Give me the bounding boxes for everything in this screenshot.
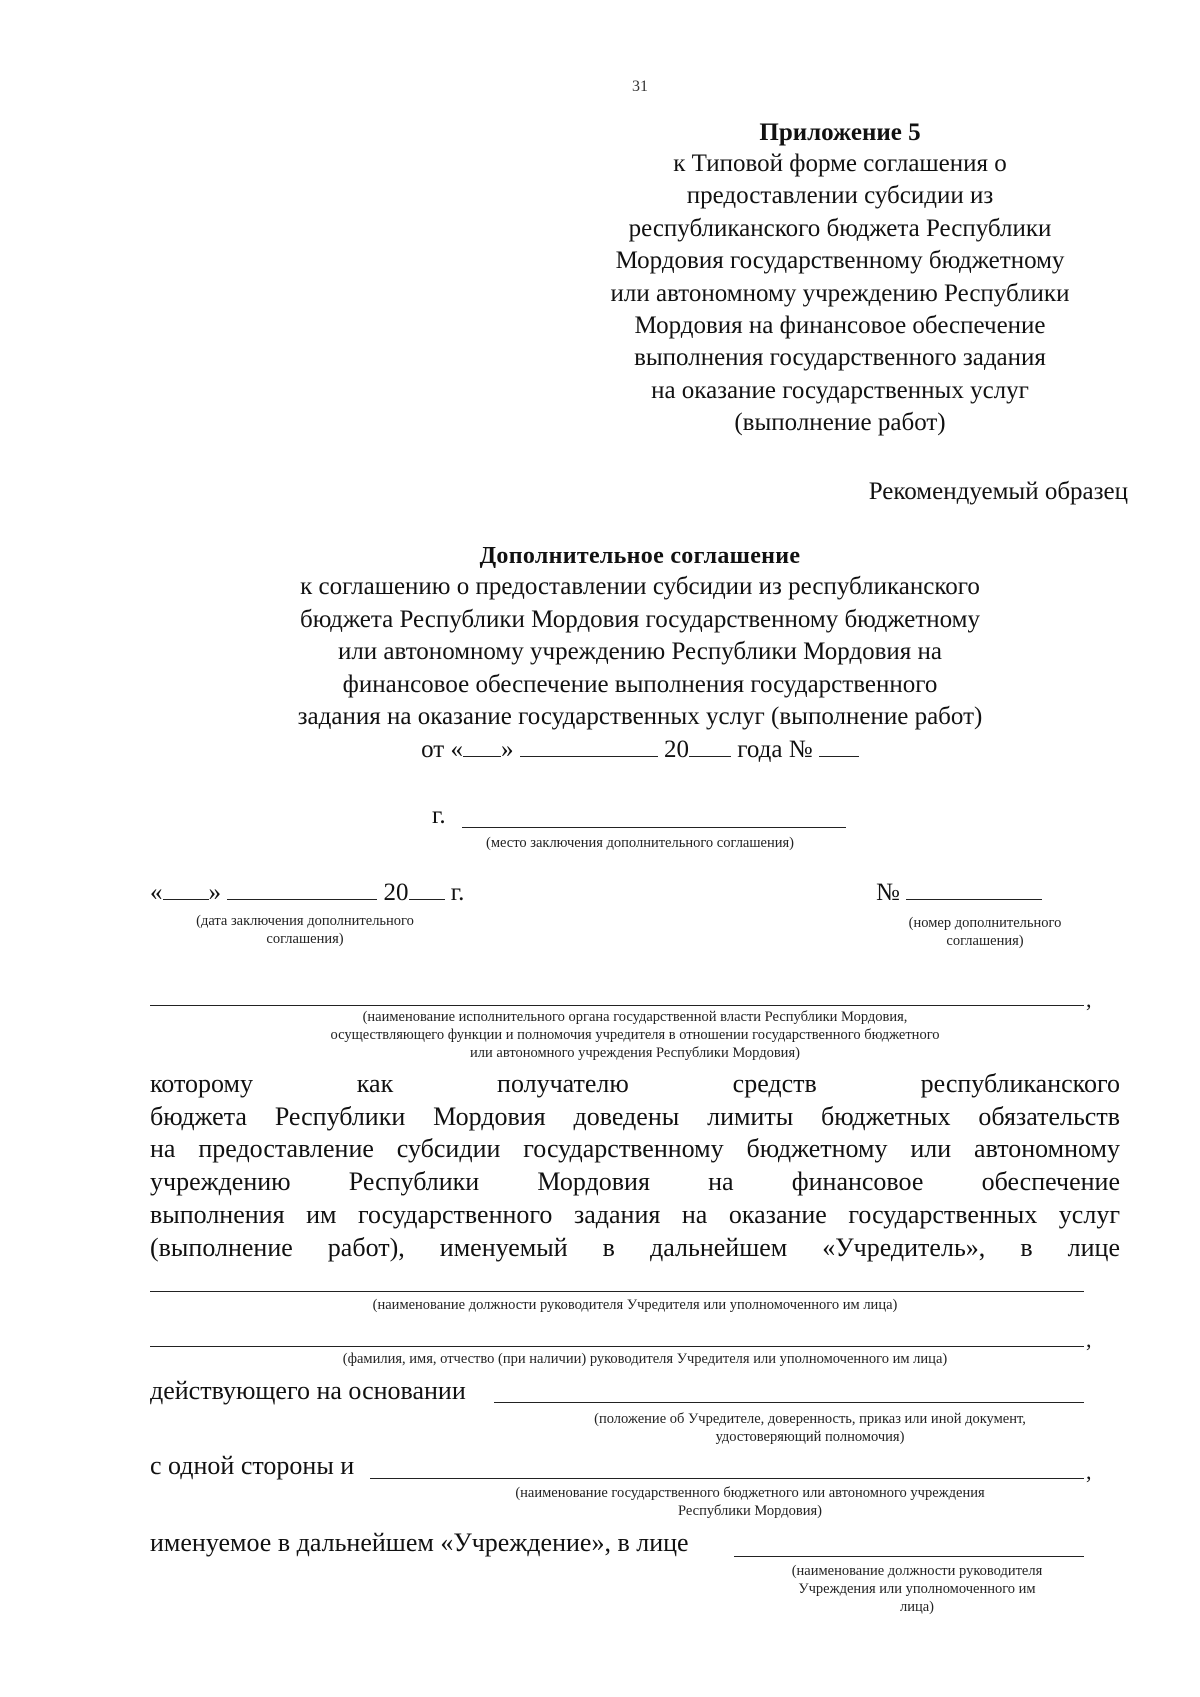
appendix-header [580, 118, 1100, 440]
organ-comma: , [1086, 987, 1092, 1012]
number-prefix: года № [737, 735, 813, 763]
date-close: » [208, 879, 221, 906]
body-line: на предоставление субсидии государственному бюджетному или автономному [150, 1134, 1120, 1164]
other-side-caption-line: Республики Мордовия) [678, 1503, 822, 1519]
number-blank[interactable] [819, 736, 859, 757]
position-caption: (наименование должности руководителя Учредителя или уполномоченного им лица) [372, 1297, 898, 1313]
basis-caption-line: (положение об Учредителе, доверенность, приказ или иной документ, [594, 1411, 1026, 1427]
date-block [150, 877, 464, 910]
page-number: 31 [632, 78, 648, 95]
agreement-date-line [200, 734, 1080, 767]
institution-caption-line: Учреждения или уполномоченного им [798, 1581, 1036, 1597]
date-open: « [150, 879, 163, 906]
institution-label: именуемое в дальнейшем «Учреждение», в лице [150, 1528, 689, 1557]
basis-label: действующего на основании [150, 1376, 466, 1405]
year-blank[interactable] [689, 736, 731, 757]
agreement-line: бюджета Республики Мордовия государственному бюджетному [300, 605, 980, 633]
organ-caption-line: или автономного учреждения Республики Мордовия) [470, 1045, 800, 1061]
agreement-line: к соглашению о предоставлении субсидии из республиканского [300, 573, 980, 600]
month-blank[interactable] [520, 736, 658, 757]
body-paragraph [150, 1068, 1120, 1264]
date-caption-line: соглашения) [266, 931, 344, 947]
institution-caption [752, 1562, 1082, 1616]
place-blank[interactable] [462, 827, 846, 828]
agreement-number-blank[interactable] [906, 879, 1042, 900]
agreement-line: задания на оказание государственных услуг (выполнение работ) [297, 703, 983, 730]
date-year-blank[interactable] [409, 879, 445, 900]
date-caption [150, 912, 460, 948]
appendix-line: к Типовой форме соглашения о [673, 150, 1007, 177]
agreement-heading [200, 541, 1080, 766]
body-line: бюджета Республики Мордовия доведены лимиты бюджетных обязательств [150, 1101, 1120, 1131]
date-prefix: от « [421, 735, 463, 763]
appendix-line: Мордовия государственному бюджетному [615, 247, 1065, 275]
appendix-line: Мордовия на финансовое обеспечение [634, 312, 1046, 340]
appendix-title: Приложение 5 [759, 119, 921, 146]
position-blank[interactable] [150, 1291, 1084, 1292]
number-sign: № [876, 879, 900, 906]
day-blank[interactable] [463, 736, 501, 757]
sample-label: Рекомендуемый образец [868, 478, 1128, 505]
agreement-line: финансовое обеспечение выполнения государственного [342, 670, 938, 698]
other-side-label: с одной стороны и [150, 1451, 355, 1480]
place-prefix: г. [432, 802, 446, 829]
other-side-caption-line: (наименование государственного бюджетного или автономного учреждения [515, 1485, 985, 1501]
fio-caption: (фамилия, имя, отчество (при наличии) руководителя Учредителя или уполномоченного им лица) [342, 1351, 948, 1367]
date-day-blank[interactable] [163, 879, 209, 900]
number-caption [875, 914, 1095, 950]
place-caption: (место заключения дополнительного соглашения) [485, 835, 794, 851]
body-line: которому как получателю средств республиканского [150, 1069, 1120, 1098]
number-caption-line: (номер дополнительного [908, 915, 1062, 931]
appendix-line: (выполнение работ) [734, 409, 946, 437]
appendix-line: предоставлении субсидии из [686, 182, 994, 210]
date-year: 20 [383, 879, 409, 906]
fio-comma: , [1086, 1327, 1092, 1352]
appendix-line: или автономному учреждению Республики [610, 279, 1070, 307]
institution-name-blank[interactable] [370, 1478, 1084, 1479]
date-caption-line: (дата заключения дополнительного [196, 913, 414, 929]
institution-head-blank[interactable] [734, 1556, 1084, 1557]
number-caption-line: соглашения) [946, 933, 1024, 949]
body-line: (выполнение работ), именуемый в дальнейшем «Учредитель», в лице [150, 1232, 1120, 1262]
basis-caption-line: удостоверяющий полномочия) [715, 1429, 905, 1445]
agreement-line: или автономному учреждению Республики Мордовия на [337, 638, 943, 665]
appendix-line: выполнения государственного задания [634, 344, 1046, 372]
organ-caption [230, 1008, 1040, 1062]
date-suffix: г. [450, 879, 465, 906]
basis-caption [540, 1410, 1080, 1446]
body-line: учреждению Республики Мордовия на финансовое обеспечение [150, 1167, 1120, 1197]
year-prefix: 20 [664, 735, 689, 763]
fio-blank[interactable] [150, 1346, 1084, 1347]
date-quote-close: » [501, 735, 514, 763]
basis-blank[interactable] [494, 1402, 1084, 1403]
agreement-title: Дополнительное соглашение [479, 543, 801, 569]
number-block [876, 877, 1042, 910]
organ-blank[interactable] [150, 1005, 1084, 1006]
appendix-line: на оказание государственных услуг [651, 376, 1029, 404]
body-line: выполнения им государственного задания на оказание государственных услуг [150, 1199, 1120, 1229]
institution-caption-line: лица) [899, 1599, 935, 1615]
institution-caption-line: (наименование должности руководителя [791, 1563, 1043, 1579]
organ-caption-line: осуществляющего функции и полномочия учредителя в отношении государственного бюджетного [330, 1027, 940, 1043]
appendix-line: республиканского бюджета Республики [628, 214, 1052, 242]
date-month-blank[interactable] [227, 879, 377, 900]
organ-caption-line: (наименование исполнительного органа государственной власти Республики Мордовия, [362, 1009, 908, 1025]
other-side-comma: , [1086, 1459, 1092, 1484]
other-side-caption [440, 1484, 1060, 1520]
